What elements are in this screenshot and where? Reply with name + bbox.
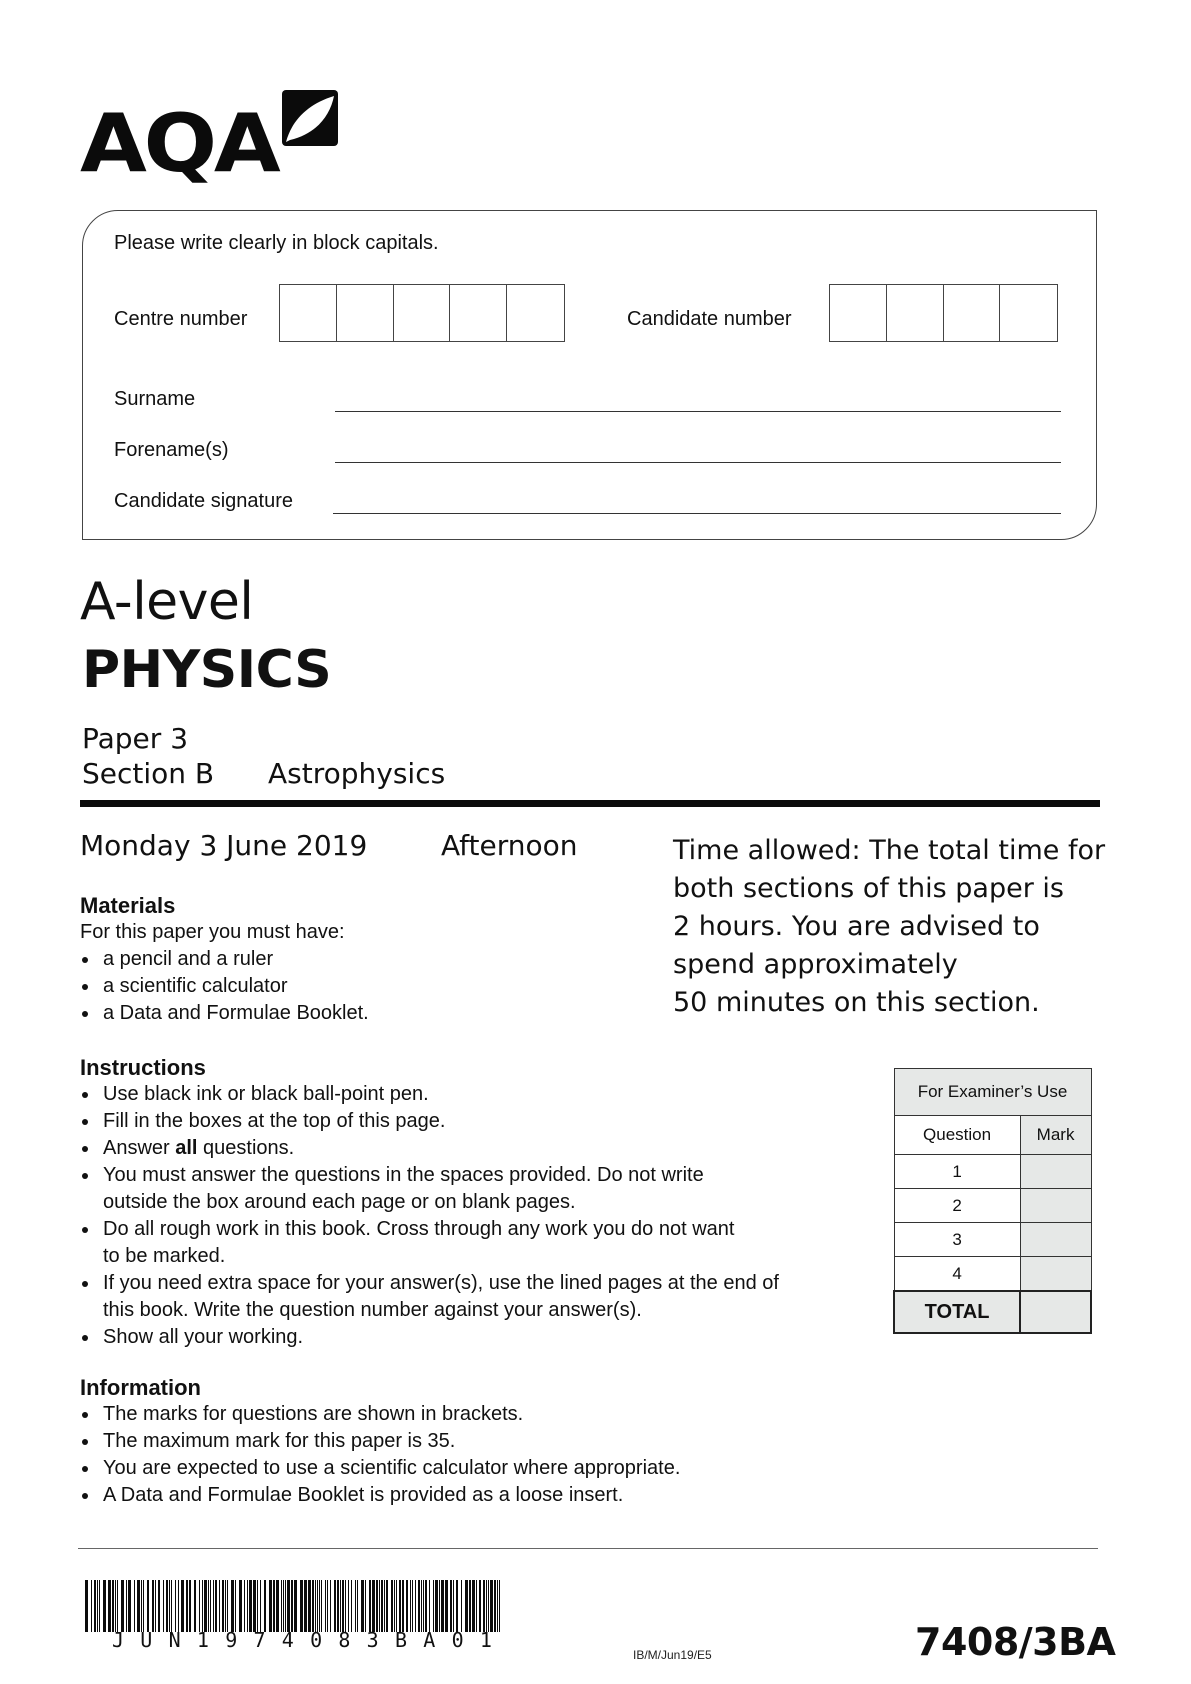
instruction-item: Answer all questions. [80,1135,880,1162]
qualification-level: A-level [80,572,254,632]
table-row [894,1189,1091,1223]
time-allowed [673,832,1106,1022]
information-item: A Data and Formulae Booklet is provided as a loose insert. [80,1482,880,1509]
barcode-bar [199,1580,200,1632]
barcode-bar [97,1580,98,1632]
centre-number-digit-1[interactable] [280,285,337,341]
barcode-bar [231,1580,234,1632]
table-row [894,1223,1091,1257]
barcode-char: 3 [366,1628,379,1652]
barcode-bar [215,1580,217,1632]
materials-item: a scientific calculator [80,973,640,1000]
title-divider [80,800,1100,807]
aqa-leaf-icon [282,90,338,146]
materials-item: a pencil and a ruler [80,946,640,973]
barcode-bar [441,1580,444,1632]
barcode-bar [222,1580,224,1632]
barcode-bar [247,1580,248,1632]
barcode-text [112,1628,492,1652]
barcode-char: 9 [225,1628,238,1652]
barcode-bar [386,1580,388,1632]
barcode-bar [304,1580,307,1632]
barcode-bar [249,1580,252,1632]
barcode-bar [325,1580,326,1632]
mark-cell[interactable] [1020,1223,1091,1257]
candidate-number-digit-4[interactable] [1000,285,1057,341]
question-number: 1 [894,1155,1020,1189]
barcode-bar [300,1580,303,1632]
instruction-item: Fill in the boxes at the top of this page. [80,1108,880,1135]
barcode-bar [445,1580,448,1632]
barcode-bar [479,1580,481,1632]
barcode-bar [418,1580,420,1632]
barcode-bar [152,1580,154,1632]
barcode-bar [208,1580,209,1632]
barcode-bar [121,1580,124,1632]
column-header-question: Question [894,1116,1020,1155]
barcode-bar [461,1580,462,1632]
question-number: 2 [894,1189,1020,1223]
barcode-bar [178,1580,179,1632]
instruction-item: Use black ink or black ball-point pen. [80,1081,880,1108]
barcode-bar [391,1580,393,1632]
barcode-bar [412,1580,413,1632]
barcode-bar [219,1580,220,1632]
information-item: The maximum mark for this paper is 35. [80,1428,880,1455]
barcode-bar [210,1580,211,1632]
materials-section [80,893,640,1027]
total-row [894,1291,1091,1333]
barcode-bar [186,1580,188,1632]
barcode-bar [321,1580,322,1632]
barcode-bar [175,1580,176,1632]
barcode-bar [319,1580,320,1632]
barcode-bar [294,1580,297,1632]
signature-input[interactable] [333,513,1061,514]
barcode-bar [376,1580,378,1632]
barcode-bar [181,1580,184,1632]
barcode-bar [499,1580,500,1632]
instruction-item: Show all your working. [80,1324,880,1351]
exam-date: Monday 3 June 2019 [80,829,368,862]
table-row [894,1155,1091,1189]
barcode-bar [421,1580,422,1632]
barcode-char: 0 [310,1628,323,1652]
barcode-bar [381,1580,383,1632]
barcode-bar [189,1580,191,1632]
barcode-bar [264,1580,266,1632]
barcode-bar [483,1580,485,1632]
barcode-char: 8 [338,1628,351,1652]
barcode-bar [85,1580,88,1632]
barcode-bar [273,1580,275,1632]
barcode-bar [91,1580,92,1632]
barcode-bar [429,1580,430,1632]
barcode-bar [143,1580,144,1632]
barcode-bar [141,1580,142,1632]
barcode-bar [128,1580,131,1632]
barcode-char: 1 [479,1628,492,1652]
logo-text: AQA [80,97,278,190]
barcode-bar [163,1580,164,1632]
form-instruction: Please write clearly in block capitals. [114,232,439,254]
section-label: Section B [82,757,215,790]
surname-label: Surname [114,388,196,410]
centre-number-label: Centre number [114,308,248,330]
aqa-logo [80,90,340,190]
centre-number-digit-3[interactable] [394,285,451,341]
candidate-number-label: Candidate number [627,308,792,330]
barcode-bar [239,1580,242,1632]
footer-divider [78,1548,1098,1549]
barcode-bar [488,1580,489,1632]
time-allowed-line: 50 minutes on this section. [673,987,1040,1018]
barcode-bar [402,1580,404,1632]
barcode-bar [476,1580,477,1632]
barcode-bar [415,1580,416,1632]
barcode-bar [394,1580,395,1632]
barcode-bar [285,1580,286,1632]
barcode-bar [361,1580,364,1632]
question-number: 4 [894,1257,1020,1292]
barcode-bar [244,1580,245,1632]
barcode-bar [396,1580,397,1632]
barcode-bar [365,1580,366,1632]
barcode-char: J [112,1628,125,1652]
barcode-bar [137,1580,140,1632]
barcode-bar [126,1580,127,1632]
barcode-bar [94,1580,96,1632]
barcode-bar [469,1580,471,1632]
barcode-bar [330,1580,331,1632]
paper-number: Paper 3 [82,722,189,755]
centre-number-digit-2[interactable] [337,285,394,341]
examiners-use-table [893,1068,1092,1334]
question-number: 3 [894,1223,1020,1257]
information-list [80,1401,880,1509]
barcode-bar [425,1580,427,1632]
time-allowed-line: 2 hours. You are advised to [673,911,1040,942]
barcode-bar [257,1580,258,1632]
candidate-number-digit-3[interactable] [944,285,1001,341]
barcode-bar [334,1580,336,1632]
barcode-bar [317,1580,318,1632]
barcode-bar [291,1580,293,1632]
emphasis-all: all [175,1137,198,1159]
information-section [80,1375,880,1509]
barcode-bar [169,1580,170,1632]
barcode-bar [357,1580,358,1632]
barcode-bar [213,1580,214,1632]
barcode-bar [369,1580,371,1632]
barcode-bar [450,1580,452,1632]
barcode-bar [155,1580,156,1632]
barcode-bar [253,1580,256,1632]
barcode-bar [453,1580,454,1632]
paper-code: 7408/3BA [915,1620,1116,1664]
barcode-bar [456,1580,458,1632]
barcode-bar [283,1580,284,1632]
barcode-bar [99,1580,100,1632]
barcode-bar [337,1580,339,1632]
barcode-char: U [140,1628,153,1652]
barcode-bar [486,1580,487,1632]
barcode-char: 1 [196,1628,209,1652]
section-topic: Astrophysics [268,757,446,790]
barcode-bar [439,1580,440,1632]
examiners-use-title: For Examiner’s Use [894,1069,1091,1116]
barcode-bar [108,1580,111,1632]
mark-cell[interactable] [1020,1257,1091,1292]
barcode-bar [225,1580,226,1632]
barcode-bar [410,1580,411,1632]
forename-label: Forename(s) [114,439,229,461]
barcode-bar [327,1580,328,1632]
surname-input[interactable] [335,411,1061,412]
barcode-bar [147,1580,149,1632]
barcode-char: B [394,1628,408,1652]
barcode-bar [171,1580,172,1632]
barcode-bar [269,1580,272,1632]
barcode-bar [260,1580,261,1632]
barcode-bar [433,1580,434,1632]
barcode-bar [315,1580,316,1632]
centre-number-digit-5[interactable] [507,285,564,341]
subject-title: PHYSICS [82,640,332,700]
barcode-bar [204,1580,207,1632]
total-mark-cell[interactable] [1020,1291,1091,1333]
exam-session: Afternoon [441,829,578,862]
barcode-bar [287,1580,290,1632]
materials-heading: Materials [80,893,176,918]
barcode-bar [281,1580,282,1632]
time-allowed-line: both sections of this paper is [673,873,1064,904]
barcode-char: N [168,1628,181,1652]
signature-label: Candidate signature [114,490,294,512]
barcode-bar [351,1580,352,1632]
barcode-bar [494,1580,496,1632]
barcode-bar [308,1580,311,1632]
reference-code: IB/M/Jun19/E5 [633,1648,712,1662]
mark-cell[interactable] [1020,1155,1091,1189]
barcode-bar [355,1580,356,1632]
instruction-item: You must answer the questions in the spaces provided. Do not write outside the box around each page or on blank pages. [80,1162,880,1216]
materials-list [80,946,640,1027]
barcode-char: 0 [451,1628,464,1652]
barcode-bar [465,1580,468,1632]
barcode-bar [399,1580,401,1632]
barcode-bar [117,1580,118,1632]
barcode-bar [166,1580,168,1632]
barcode-bar [194,1580,196,1632]
total-label: TOTAL [894,1291,1020,1333]
time-allowed-line: Time allowed: The total time for [673,835,1106,866]
instructions-heading: Instructions [80,1055,206,1080]
centre-number-field[interactable] [279,284,565,342]
barcode-bar [490,1580,493,1632]
mark-cell[interactable] [1020,1189,1091,1223]
barcode-bar [345,1580,346,1632]
barcode-icon [85,1580,505,1632]
candidate-number-digit-2[interactable] [887,285,944,341]
materials-item: a Data and Formulae Booklet. [80,1000,640,1027]
centre-number-digit-4[interactable] [450,285,507,341]
barcode-bar [372,1580,375,1632]
instructions-section [80,1055,880,1351]
barcode-bar [227,1580,228,1632]
candidate-number-field[interactable] [829,284,1058,342]
instruction-item: If you need extra space for your answer(s), use the lined pages at the end of this book. Write the question number against your answer(s). [80,1270,880,1324]
barcode-bar [134,1580,135,1632]
barcode-bar [406,1580,408,1632]
barcode-bar [423,1580,424,1632]
barcode-bar [342,1580,344,1632]
barcode-char: 4 [281,1628,294,1652]
barcode-bar [158,1580,160,1632]
time-allowed-line: spend approximately [673,949,958,980]
barcode-char: A [423,1628,436,1652]
barcode-bar [235,1580,236,1632]
barcode-bar [384,1580,385,1632]
information-item: You are expected to use a scientific calculator where appropriate. [80,1455,880,1482]
materials-intro: For this paper you must have: [80,921,345,943]
barcode-bar [115,1580,116,1632]
column-header-mark: Mark [1020,1116,1091,1155]
barcode-bar [103,1580,106,1632]
barcode-bar [276,1580,279,1632]
barcode-bar [112,1580,114,1632]
barcode-char: 7 [253,1628,266,1652]
barcode-bar [312,1580,314,1632]
instruction-item: Do all rough work in this book. Cross through any work you do not want to be marked. [80,1216,880,1270]
table-row [894,1257,1091,1292]
barcode-bar [497,1580,498,1632]
information-heading: Information [80,1375,201,1400]
barcode-bar [340,1580,341,1632]
instructions-list [80,1081,880,1351]
information-item: The marks for questions are shown in brackets. [80,1401,880,1428]
barcode-bar [202,1580,203,1632]
barcode-bar [472,1580,475,1632]
candidate-number-digit-1[interactable] [830,285,887,341]
forename-input[interactable] [335,462,1061,463]
barcode-bar [435,1580,438,1632]
barcode-bar [379,1580,380,1632]
barcode-bar [348,1580,349,1632]
